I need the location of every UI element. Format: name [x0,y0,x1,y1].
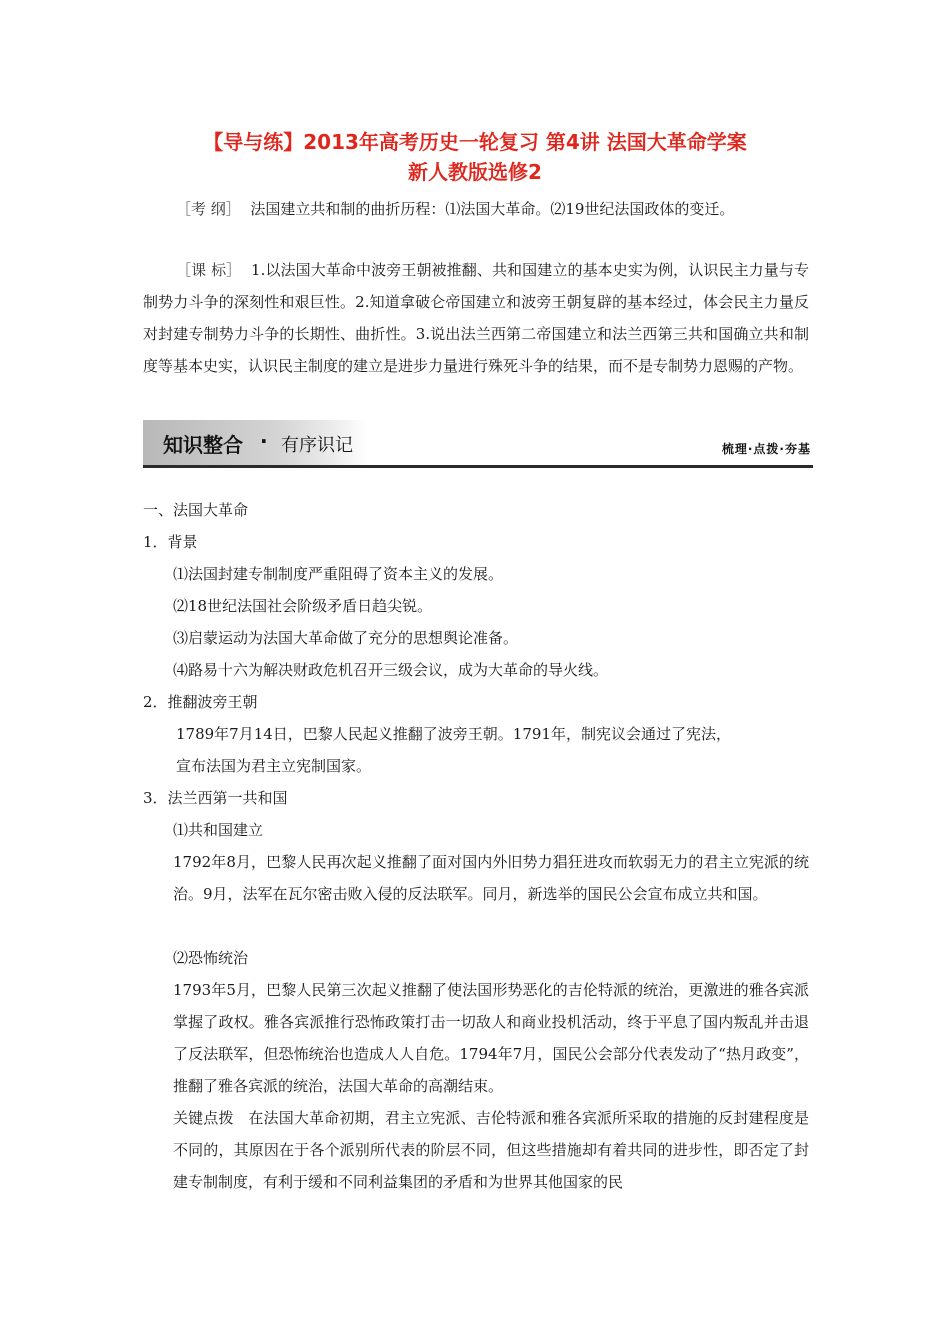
kaogang-text: 法国建立共和制的曲折历程：⑴法国大革命。⑵19世纪法国政体的变迁。 [250,200,735,218]
overthrow-line-2: 宣布法国为君主立宪制国家。 [176,757,372,775]
banner-separator: · [260,429,268,453]
banner-underline [143,465,813,468]
syllabus-kaogang [143,193,809,225]
subheading-terror: ⑵恐怖统治 [173,949,249,967]
key-point-label: 关键点拨 [173,1109,234,1127]
document-title-line2: 新人教版选修2 [408,160,542,184]
background-item-4: ⑷路易十六为解决财政危机召开三级会议，成为大革命的导火线。 [173,661,609,679]
banner-title: 知识整合 [163,433,243,457]
terror-text: 1793年5月，巴黎人民第三次起义推翻了使法国形势恶化的吉伦特派的统治，更激进的雅各宾派掌握了政权。雅各宾派推行恐怖政策打击一切敌人和商业投机活动，终于平息了国内叛乱并击退了反法联军，但恐怖统治也造成人人自危。1794年7月，国民公会部分代表发动了“热月政变”，推翻了雅各宾派的统治，法国大革命的高潮结束。 [173,981,809,1095]
key-point [173,1102,809,1198]
heading-background: 1．背景 [143,533,198,551]
heading-first-republic: 3．法兰西第一共和国 [143,789,288,807]
background-item-1: ⑴法国封建专制制度严重阻碍了资本主义的发展。 [173,565,504,583]
overthrow-line-1: 1789年7月14日，巴黎人民起义推翻了波旁王朝。1791年，制宪议会通过了宪法， [176,725,731,743]
section-heading: 一、法国大革命 [143,501,249,519]
kebiao-tag: ［课 标］ [176,261,242,279]
kebiao-text: 1.以法国大革命中波旁王朝被推翻、共和国建立的基本史实为例，认识民主力量与专制势力斗争的深刻性和艰巨性。2.知道拿破仑帝国建立和波旁王朝复辟的基本经过，体会民主力量反对封建专制势力斗争的长期性、曲折性。3.说出法兰西第二帝国建立和法兰西第三共和国确立共和制度等基本史实，认识民主制度的建立是进步力量进行殊死斗争的结果，而不是专制势力恩赐的产物。 [143,261,809,375]
background-item-3: ⑶启蒙运动为法国大革命做了充分的思想舆论准备。 [173,629,519,647]
background-item-2: ⑵18世纪法国社会阶级矛盾日趋尖锐。 [173,597,433,615]
kaogang-tag: ［考 纲］ [176,200,241,218]
heading-overthrow: 2．推翻波旁王朝 [143,693,258,711]
key-point-text: 在法国大革命初期，君主立宪派、吉伦特派和雅各宾派所采取的措施的反封建程度是不同的，其原因在于各个派别所代表的阶层不同，但这些措施却有着共同的进步性，即否定了封建专制制度，有利于缓和不同利益集团的矛盾和为世界其他国家的民 [173,1109,809,1191]
syllabus-kebiao [143,254,809,382]
republic-founding-text: 1792年8月，巴黎人民再次起义推翻了面对国内外旧势力猖狂进攻而软弱无力的君主立宪派的统治。9月，法军在瓦尔密击败入侵的反法联军。同月，新选举的国民公会宣布成立共和国。 [173,853,809,903]
banner-subtitle: 有序识记 [281,435,353,456]
subheading-republic-founding: ⑴共和国建立 [173,821,264,839]
section-banner [143,420,813,468]
document-title-line1: 【导与练】2013年高考历史一轮复习 第4讲 法国大革命学案 [203,130,747,154]
banner-tagline: 梳理·点拨·夯基 [721,442,811,456]
